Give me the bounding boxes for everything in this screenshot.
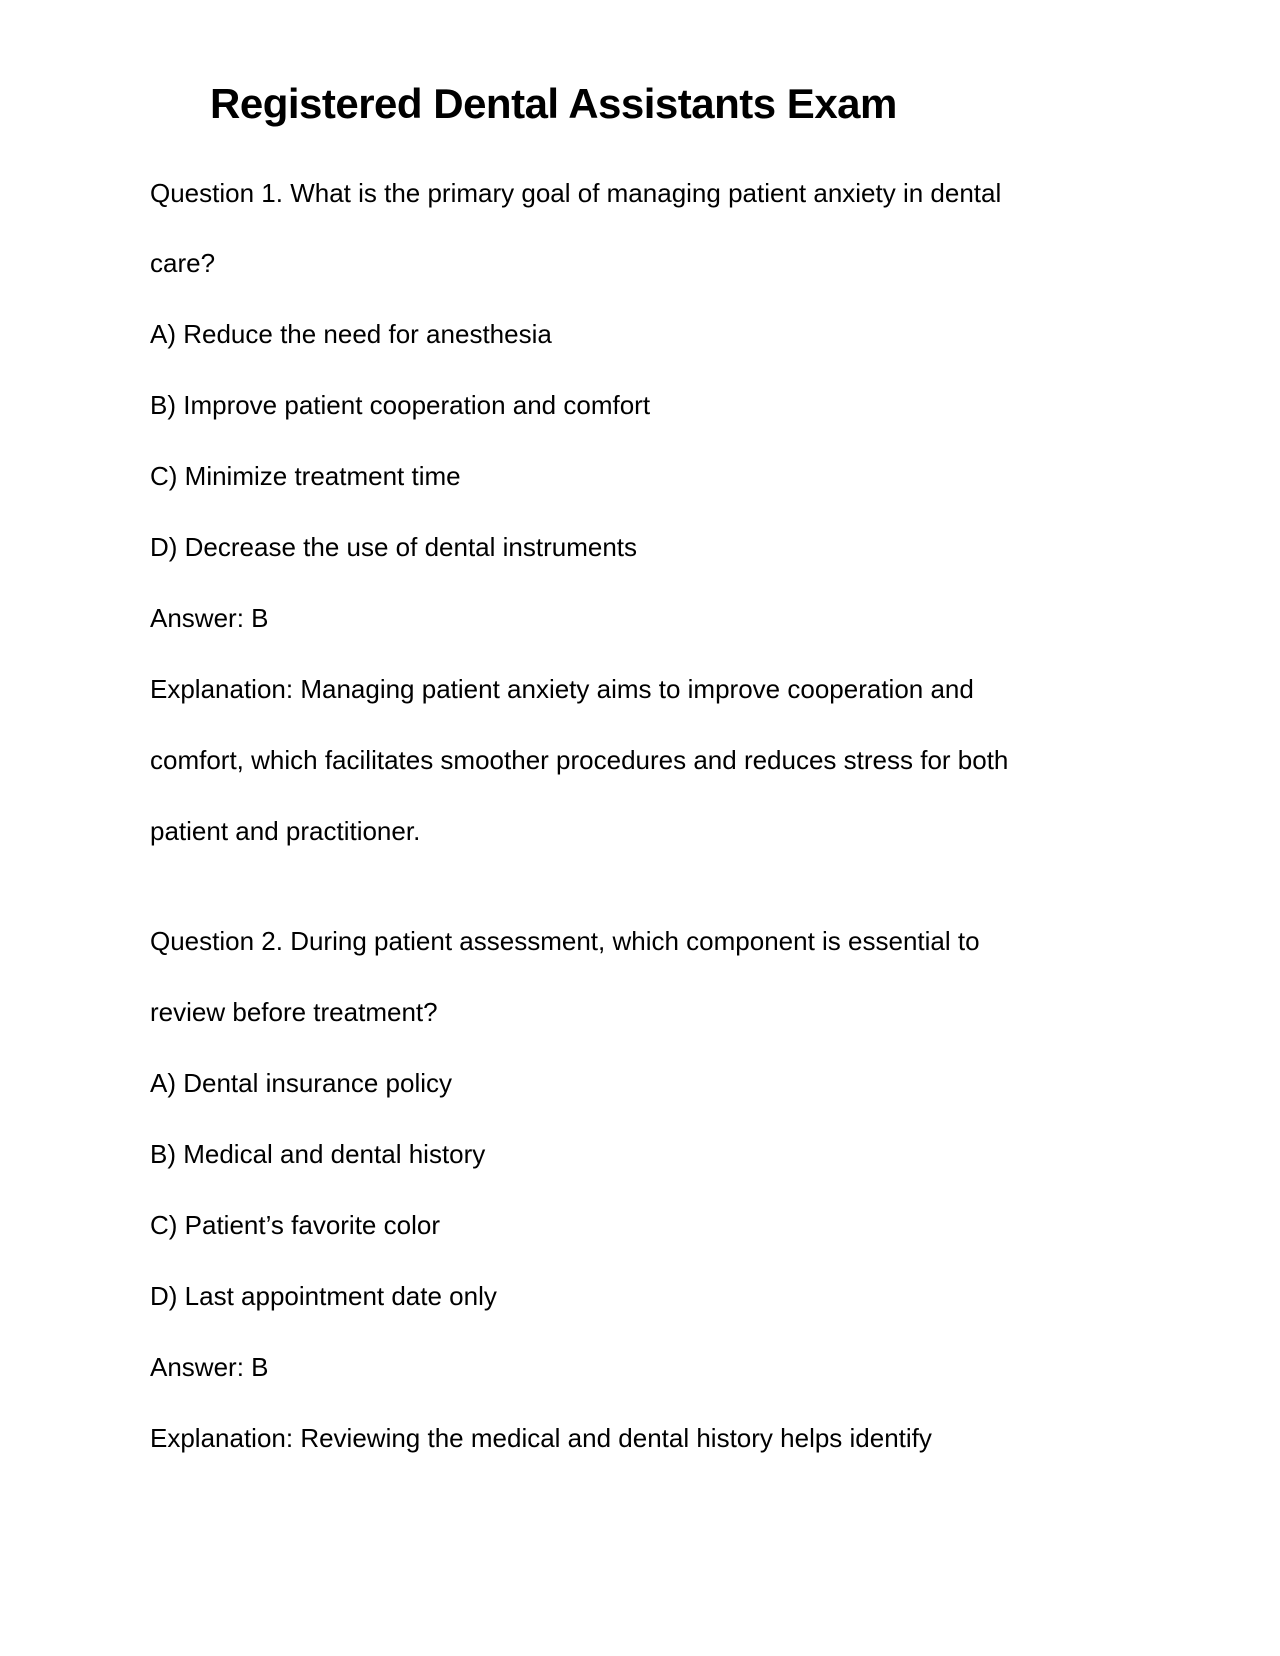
question-2-text-line-2: review before treatment? xyxy=(150,997,438,1027)
question-2-text-line-1: Question 2. During patient assessment, which component is essential to xyxy=(150,926,980,956)
question-1-option-a: A) Reduce the need for anesthesia xyxy=(150,319,552,349)
question-1-option-c: C) Minimize treatment time xyxy=(150,461,461,491)
question-1-text-line-1: Question 1. What is the primary goal of managing patient anxiety in dental xyxy=(150,178,1002,208)
document-title: Registered Dental Assistants Exam xyxy=(210,80,897,127)
question-1-explanation-line-3: patient and practitioner. xyxy=(150,816,421,846)
question-2-option-d: D) Last appointment date only xyxy=(150,1281,497,1311)
question-2-answer: Answer: B xyxy=(150,1352,269,1382)
question-2-option-a: A) Dental insurance policy xyxy=(150,1068,453,1098)
question-2-option-c: C) Patient’s favorite color xyxy=(150,1210,440,1240)
question-2-option-b: B) Medical and dental history xyxy=(150,1139,486,1169)
question-1-explanation-line-2: comfort, which facilitates smoother procedures and reduces stress for both xyxy=(150,745,1009,775)
question-2-explanation-line-1: Explanation: Reviewing the medical and dental history helps identify xyxy=(150,1423,932,1453)
question-1-option-b: B) Improve patient cooperation and comfort xyxy=(150,390,651,420)
question-1-text-line-2: care? xyxy=(150,248,216,278)
question-1-option-d: D) Decrease the use of dental instruments xyxy=(150,532,638,562)
question-1-explanation-line-1: Explanation: Managing patient anxiety aims to improve cooperation and xyxy=(150,674,974,704)
question-1-answer: Answer: B xyxy=(150,603,269,633)
